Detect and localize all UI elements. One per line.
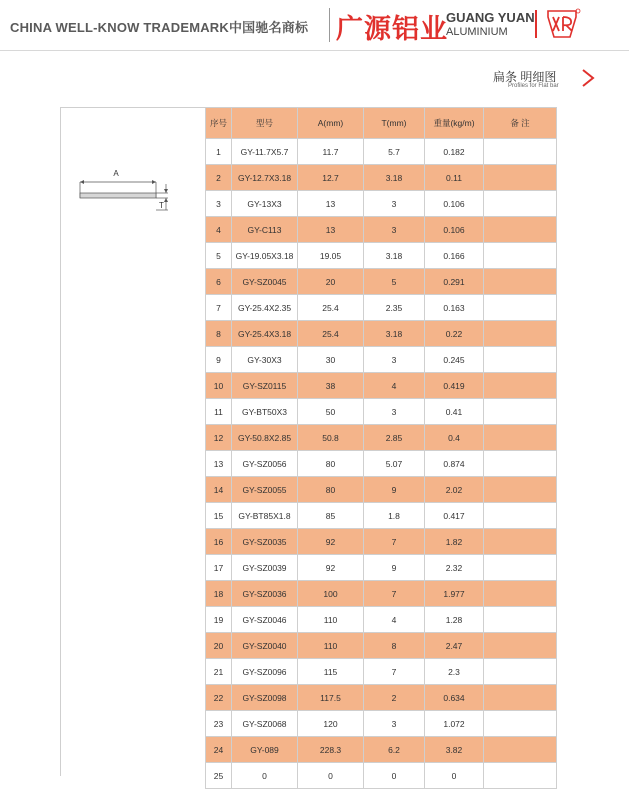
col-header-index: 序号 xyxy=(206,108,232,139)
cell-width-a: 0 xyxy=(298,763,364,789)
cell-width-a: 25.4 xyxy=(298,321,364,347)
col-header-model: 型号 xyxy=(232,108,298,139)
cell-index: 17 xyxy=(206,555,232,581)
trademark-slogan: CHINA WELL-KNOW TRADEMARK中国驰名商标 xyxy=(10,20,309,35)
cell-thickness-t: 3 xyxy=(364,711,425,737)
cell-index: 14 xyxy=(206,477,232,503)
cell-thickness-t: 1.8 xyxy=(364,503,425,529)
cell-width-a: 110 xyxy=(298,607,364,633)
cell-weight: 3.82 xyxy=(425,737,484,763)
cell-thickness-t: 3.18 xyxy=(364,165,425,191)
cell-thickness-t: 3 xyxy=(364,399,425,425)
flat-bar-diagram xyxy=(70,160,180,220)
cell-weight: 2.32 xyxy=(425,555,484,581)
table-row xyxy=(206,529,557,555)
cell-model: GY-50.8X2.85 xyxy=(232,425,298,451)
cell-thickness-t: 9 xyxy=(364,555,425,581)
cell-model: GY-SZ0039 xyxy=(232,555,298,581)
frame-top-border xyxy=(60,107,206,108)
cell-width-a: 110 xyxy=(298,633,364,659)
cell-width-a: 13 xyxy=(298,191,364,217)
section-subtitle: Profiles for Flat bar xyxy=(508,83,559,89)
cell-width-a: 25.4 xyxy=(298,295,364,321)
cell-remarks xyxy=(484,737,557,763)
cell-width-a: 80 xyxy=(298,477,364,503)
cell-model: GY-SZ0045 xyxy=(232,269,298,295)
table-row xyxy=(206,191,557,217)
cell-index: 11 xyxy=(206,399,232,425)
brand-name-cn: 广源铝业 xyxy=(336,14,448,45)
cell-model: GY-SZ0056 xyxy=(232,451,298,477)
cell-remarks xyxy=(484,685,557,711)
cell-model: GY-19.05X3.18 xyxy=(232,243,298,269)
table-row xyxy=(206,217,557,243)
cell-weight: 2.47 xyxy=(425,633,484,659)
table-row xyxy=(206,607,557,633)
cell-remarks xyxy=(484,477,557,503)
cell-index: 15 xyxy=(206,503,232,529)
cell-model: 0 xyxy=(232,763,298,789)
table-row xyxy=(206,425,557,451)
table-row xyxy=(206,347,557,373)
cell-remarks xyxy=(484,191,557,217)
cell-remarks xyxy=(484,581,557,607)
cell-index: 9 xyxy=(206,347,232,373)
cell-remarks xyxy=(484,165,557,191)
cell-model: GY-089 xyxy=(232,737,298,763)
cell-width-a: 92 xyxy=(298,555,364,581)
cell-width-a: 11.7 xyxy=(298,139,364,165)
table-row xyxy=(206,737,557,763)
col-header-thickness-t: T(mm) xyxy=(364,108,425,139)
cell-weight: 0.182 xyxy=(425,139,484,165)
table-row xyxy=(206,243,557,269)
cell-weight: 0 xyxy=(425,763,484,789)
cell-weight: 1.977 xyxy=(425,581,484,607)
cell-thickness-t: 3.18 xyxy=(364,321,425,347)
col-header-weight: 重量(kg/m) xyxy=(425,108,484,139)
cell-thickness-t: 5 xyxy=(364,269,425,295)
table-row xyxy=(206,451,557,477)
cell-weight: 2.3 xyxy=(425,659,484,685)
cell-thickness-t: 4 xyxy=(364,373,425,399)
cell-index: 3 xyxy=(206,191,232,217)
flat-bar-spec-table xyxy=(205,107,557,789)
table-row xyxy=(206,555,557,581)
table-row xyxy=(206,477,557,503)
cell-width-a: 12.7 xyxy=(298,165,364,191)
cell-index: 25 xyxy=(206,763,232,789)
cell-thickness-t: 2 xyxy=(364,685,425,711)
cell-weight: 0.106 xyxy=(425,191,484,217)
cell-width-a: 117.5 xyxy=(298,685,364,711)
cell-index: 5 xyxy=(206,243,232,269)
cell-weight: 0.291 xyxy=(425,269,484,295)
cell-model: GY-25.4X2.35 xyxy=(232,295,298,321)
table-row xyxy=(206,685,557,711)
cell-model: GY-BT85X1.8 xyxy=(232,503,298,529)
cell-index: 16 xyxy=(206,529,232,555)
cell-remarks xyxy=(484,659,557,685)
cell-weight: 0.4 xyxy=(425,425,484,451)
section-title: 扁条 明细图 xyxy=(493,70,557,84)
diagram-label-t: T xyxy=(159,201,164,210)
cell-thickness-t: 7 xyxy=(364,581,425,607)
cell-width-a: 20 xyxy=(298,269,364,295)
cell-index: 7 xyxy=(206,295,232,321)
table-row xyxy=(206,711,557,737)
cell-model: GY-SZ0115 xyxy=(232,373,298,399)
cell-thickness-t: 6.2 xyxy=(364,737,425,763)
cell-remarks xyxy=(484,347,557,373)
cell-thickness-t: 5.07 xyxy=(364,451,425,477)
cell-model: GY-BT50X3 xyxy=(232,399,298,425)
cell-remarks xyxy=(484,451,557,477)
section-arrow-icon xyxy=(581,68,595,88)
cell-remarks xyxy=(484,555,557,581)
cell-model: GY-SZ0035 xyxy=(232,529,298,555)
cell-thickness-t: 5.7 xyxy=(364,139,425,165)
cell-weight: 0.634 xyxy=(425,685,484,711)
cell-index: 13 xyxy=(206,451,232,477)
cell-weight: 2.02 xyxy=(425,477,484,503)
cell-thickness-t: 4 xyxy=(364,607,425,633)
table-row xyxy=(206,633,557,659)
cell-weight: 0.417 xyxy=(425,503,484,529)
cell-model: GY-SZ0098 xyxy=(232,685,298,711)
cell-remarks xyxy=(484,269,557,295)
cell-index: 1 xyxy=(206,139,232,165)
table-header-row xyxy=(206,108,557,139)
cell-thickness-t: 3 xyxy=(364,347,425,373)
cell-weight: 0.419 xyxy=(425,373,484,399)
cell-width-a: 50 xyxy=(298,399,364,425)
frame-left-border xyxy=(60,107,61,776)
cell-index: 8 xyxy=(206,321,232,347)
header-divider xyxy=(329,8,330,42)
table-row xyxy=(206,165,557,191)
cell-remarks xyxy=(484,711,557,737)
col-header-width-a: A(mm) xyxy=(298,108,364,139)
cell-width-a: 38 xyxy=(298,373,364,399)
cell-weight: 0.22 xyxy=(425,321,484,347)
cell-model: GY-13X3 xyxy=(232,191,298,217)
cell-index: 23 xyxy=(206,711,232,737)
cell-remarks xyxy=(484,217,557,243)
cell-width-a: 228.3 xyxy=(298,737,364,763)
brand-name-en-sub: ALUMINIUM xyxy=(446,26,508,38)
cell-width-a: 13 xyxy=(298,217,364,243)
brand-name-en: GUANG YUAN xyxy=(446,10,535,25)
cell-model: GY-12.7X3.18 xyxy=(232,165,298,191)
table-row xyxy=(206,139,557,165)
cell-weight: 0.874 xyxy=(425,451,484,477)
cell-thickness-t: 2.85 xyxy=(364,425,425,451)
cell-index: 12 xyxy=(206,425,232,451)
table-row xyxy=(206,295,557,321)
cell-index: 4 xyxy=(206,217,232,243)
cell-thickness-t: 8 xyxy=(364,633,425,659)
cell-index: 24 xyxy=(206,737,232,763)
cell-model: GY-SZ0040 xyxy=(232,633,298,659)
cell-width-a: 85 xyxy=(298,503,364,529)
cell-thickness-t: 2.35 xyxy=(364,295,425,321)
cell-weight: 0.41 xyxy=(425,399,484,425)
cell-index: 22 xyxy=(206,685,232,711)
cell-index: 19 xyxy=(206,607,232,633)
cell-remarks xyxy=(484,139,557,165)
cell-weight: 1.072 xyxy=(425,711,484,737)
diagram-label-a: A xyxy=(113,169,119,178)
logo-separator xyxy=(535,10,537,38)
cell-model: GY-SZ0046 xyxy=(232,607,298,633)
cell-width-a: 120 xyxy=(298,711,364,737)
cell-width-a: 30 xyxy=(298,347,364,373)
cell-weight: 1.82 xyxy=(425,529,484,555)
cell-remarks xyxy=(484,399,557,425)
cell-thickness-t: 3 xyxy=(364,217,425,243)
cell-thickness-t: 7 xyxy=(364,659,425,685)
cell-model: GY-SZ0036 xyxy=(232,581,298,607)
cell-remarks xyxy=(484,529,557,555)
cell-weight: 0.11 xyxy=(425,165,484,191)
cell-index: 10 xyxy=(206,373,232,399)
cell-thickness-t: 3.18 xyxy=(364,243,425,269)
cell-thickness-t: 3 xyxy=(364,191,425,217)
gyr-logo-icon xyxy=(542,7,582,41)
cell-remarks xyxy=(484,425,557,451)
cell-remarks xyxy=(484,503,557,529)
cell-index: 18 xyxy=(206,581,232,607)
cell-weight: 0.106 xyxy=(425,217,484,243)
cell-width-a: 19.05 xyxy=(298,243,364,269)
cell-weight: 0.166 xyxy=(425,243,484,269)
cell-index: 20 xyxy=(206,633,232,659)
cell-model: GY-SZ0096 xyxy=(232,659,298,685)
cell-width-a: 50.8 xyxy=(298,425,364,451)
cell-width-a: 80 xyxy=(298,451,364,477)
table-row xyxy=(206,659,557,685)
cell-thickness-t: 0 xyxy=(364,763,425,789)
cell-thickness-t: 7 xyxy=(364,529,425,555)
table-row xyxy=(206,503,557,529)
cell-index: 2 xyxy=(206,165,232,191)
cell-model: GY-11.7X5.7 xyxy=(232,139,298,165)
table-row xyxy=(206,581,557,607)
cell-thickness-t: 9 xyxy=(364,477,425,503)
table-row xyxy=(206,269,557,295)
cell-remarks xyxy=(484,243,557,269)
cell-weight: 0.245 xyxy=(425,347,484,373)
cell-index: 21 xyxy=(206,659,232,685)
table-row xyxy=(206,373,557,399)
table-row xyxy=(206,321,557,347)
col-header-remarks: 备 注 xyxy=(484,108,557,139)
cell-weight: 1.28 xyxy=(425,607,484,633)
cell-index: 6 xyxy=(206,269,232,295)
cell-remarks xyxy=(484,373,557,399)
cell-remarks xyxy=(484,607,557,633)
table-row xyxy=(206,399,557,425)
cell-width-a: 100 xyxy=(298,581,364,607)
cell-width-a: 115 xyxy=(298,659,364,685)
cell-model: GY-SZ0068 xyxy=(232,711,298,737)
cell-width-a: 92 xyxy=(298,529,364,555)
cell-model: GY-25.4X3.18 xyxy=(232,321,298,347)
cell-model: GY-SZ0055 xyxy=(232,477,298,503)
page-header xyxy=(0,0,629,51)
cell-weight: 0.163 xyxy=(425,295,484,321)
cell-remarks xyxy=(484,321,557,347)
cell-remarks xyxy=(484,633,557,659)
cell-model: GY-30X3 xyxy=(232,347,298,373)
cell-model: GY-C113 xyxy=(232,217,298,243)
cell-remarks xyxy=(484,295,557,321)
